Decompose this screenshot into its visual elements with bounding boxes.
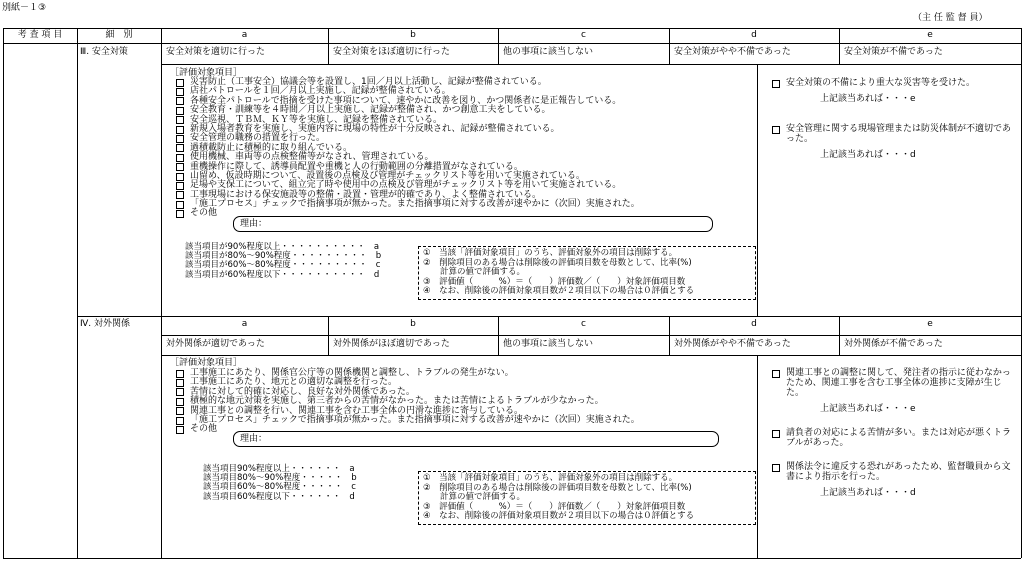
- checkbox-icon[interactable]: [176, 417, 184, 425]
- checkbox-icon[interactable]: [176, 370, 184, 378]
- safety-item: [176, 200, 640, 209]
- safety-item-label: 「施工プロセス」チェックで指摘事項が無かった。また指摘事項に対する改善が速やかに（次回）実施された。: [190, 199, 640, 210]
- external-grade-d: 対外関係がやや不備であった: [674, 339, 791, 349]
- safety-score-list: [185, 243, 381, 280]
- external-deduction-result: 上記該当あれば・・・d: [820, 488, 916, 498]
- safety-score-line: 該当項目が90%程度以上・・・・・・・・・・ a: [185, 242, 380, 252]
- external-item-label: 積極的な地元対策を実施し、第三者からの苦情がなかった。または苦情によるトラブルが少なかった。: [190, 396, 604, 407]
- external-note-line: ① 当該「評価対象項目」のうち、評価対象外の項目は削除する。: [423, 473, 678, 483]
- safety-note-line: ② 削除項目のある場合は削除後の評価項目数を母数として、比率(%): [423, 257, 692, 268]
- safety-item-label: 重機操作に際して、誘導員配置や重機と人の行動範囲の分離措置がなされている。: [190, 161, 523, 172]
- header-grade-b: b: [410, 30, 416, 40]
- page-label: 別紙－１③: [2, 3, 47, 13]
- external-grade-e: 対外関係が不備であった: [844, 339, 943, 349]
- safety-item-label: 使用機械、車両等の点検整備等がなされ、管理されている。: [190, 152, 434, 163]
- external-item-label: 工事施工にあたり、関係官公庁等の関係機関と調整し、トラブルの発生がない。: [190, 368, 514, 378]
- safety-item-label: 店社パトロールを１回／月以上実施し、記録が整備されている。: [190, 86, 451, 97]
- external-header-c: c: [581, 319, 586, 329]
- safety-grade-b: 安全対策をほぼ適切に行った: [333, 47, 451, 57]
- external-header-a: a: [241, 319, 248, 329]
- supervisor-label: （主 任 監 督 員）: [913, 13, 988, 23]
- checkbox-icon[interactable]: [176, 154, 184, 162]
- external-note-line: ④ なお、削除後の評価対象項目数が２項目以下の場合は０評価とする: [423, 511, 695, 522]
- checkbox-icon[interactable]: [176, 426, 184, 434]
- external-score-line: 該当項目80%～90%程度・・・・・ b: [203, 473, 357, 484]
- checkbox-icon[interactable]: [176, 191, 184, 199]
- safety-grade-a: 安全対策を適切に行った: [166, 47, 266, 57]
- external-reason-label: 理由：: [240, 434, 268, 444]
- external-grade-a: 対外関係が適切であった: [166, 339, 265, 349]
- checkbox-icon[interactable]: [772, 80, 780, 88]
- safety-score-line: 該当項目が60%程度以下・・・・・・・・・・ d: [185, 269, 380, 280]
- external-note-line: 計算の値で評価する。: [423, 492, 526, 503]
- external-item-label: 「施工プロセス」チェックで指摘事項が無かった。また指摘事項に対する改善が速やかに（次回）実施された。: [190, 414, 640, 425]
- safety-deduction-result: 上記該当あれば・・・e: [820, 94, 916, 104]
- checkbox-icon[interactable]: [176, 126, 184, 134]
- safety-item-label: 安全管理の職務の措置を行った。: [190, 133, 326, 144]
- external-item-label: 関連工事との調整を行い、関連工事を含む工事全体の円滑な進捗に寄与している。: [190, 405, 524, 416]
- safety-item-label: 安全教育・訓練等を４時間／月以上実施し、記録が整備され、かつ創意工夫をしている。: [190, 105, 551, 116]
- external-score-list: [203, 465, 357, 502]
- safety-deduction-result: 上記該当あれば・・・d: [820, 150, 916, 160]
- external-deduction-text: 関係法令に違反する恐れがあったため、監督職員から文書により指示を行った。: [786, 462, 1011, 482]
- header-item: 考 査 項 目: [17, 30, 63, 40]
- safety-item-list: [176, 78, 640, 219]
- external-deduction-text: 請負者の対応による苦情が多い。または対応が悪くトラブルがあった。: [786, 428, 1012, 448]
- checkbox-icon[interactable]: [772, 370, 780, 378]
- header-detail: 細 別: [105, 30, 133, 40]
- external-grade-b: 対外関係がほぼ適切であった: [333, 339, 450, 349]
- safety-note-line: ① 当該「評価対象項目」のうち、評価対象外の項目は削除する。: [423, 248, 678, 258]
- safety-grade-d: 安全対策がやや不備であった: [674, 47, 791, 57]
- safety-deduction-item: [772, 124, 1016, 160]
- checkbox-icon[interactable]: [176, 173, 184, 181]
- safety-item-label: 各種安全パトロールで指摘を受けた事項について、速やかに改善を図り、かつ関係者に是正報告している。: [190, 95, 622, 106]
- external-grade-c: 他の事項に該当しない: [503, 339, 594, 349]
- safety-notes-box: [418, 246, 756, 300]
- checkbox-icon[interactable]: [176, 116, 184, 124]
- external-item-label: 苦情に対して的確に対応し、良好な対外関係であった。: [190, 386, 415, 397]
- external-deduction-text: 関連工事との調整に関して、発注者の指示に従わなかったため、関連工事を含む工事全体の進捗に支障が生じた。: [786, 368, 1011, 398]
- safety-item-label: 足場や支保工について、組立完了時や使用中の点検及び管理がチェックリスト等を用いて実施されている。: [190, 180, 622, 191]
- checkbox-icon[interactable]: [772, 430, 780, 438]
- safety-grade-c: 他の事項に該当しない: [503, 47, 594, 57]
- safety-item-label: 安全巡視、ＴＢＭ、ＫＹ等を実施し、記録を整備されている。: [190, 114, 443, 125]
- checkbox-icon[interactable]: [176, 379, 184, 387]
- external-item: [176, 416, 640, 425]
- external-deduction-item: [772, 462, 1016, 498]
- safety-grade-e: 安全対策が不備であった: [844, 47, 943, 57]
- safety-deduction-text: 安全対策の不備により重大な災害等を受けた。: [786, 78, 976, 88]
- safety-item-label: 過積載防止に積極的に取り組んでいる。: [190, 142, 353, 153]
- safety-item-label: 災害防止（工事安全）協議会等を設置し、1回／月以上活動し、記録が整備されている。: [190, 77, 547, 87]
- checkbox-icon[interactable]: [176, 79, 184, 87]
- checkbox-icon[interactable]: [176, 398, 184, 406]
- external-eval-title: ［評価対象項目］: [170, 358, 243, 368]
- safety-item-label: 新規入場者教育を実施し、実施内容に現場の特性が十分反映され、記録が整備されている。: [190, 123, 560, 134]
- safety-reason-label: 理由：: [240, 219, 268, 229]
- safety-deduction-text: 安全管理に関する現場管理または防災体制が不適切であった。: [786, 124, 1012, 144]
- checkbox-icon[interactable]: [176, 210, 184, 218]
- safety-item-label: 山留め、仮設時期について、設置後の点検及び管理がチェックリスト等を用いて実施されている。: [190, 170, 585, 181]
- safety-note-line: 計算の値で評価する。: [423, 267, 526, 278]
- external-header-e: e: [927, 319, 933, 329]
- checkbox-icon[interactable]: [176, 182, 184, 190]
- external-notes-box: [418, 471, 756, 525]
- header-grade-c: c: [581, 30, 586, 40]
- external-item-list: [176, 369, 640, 435]
- safety-score-line: 該当項目が60%～80%程度・・・・・・・・・ c: [185, 260, 381, 271]
- safety-note-line: ④ なお、削除後の評価対象項目数が２項目以下の場合は０評価とする: [423, 286, 695, 297]
- checkbox-icon[interactable]: [176, 144, 184, 152]
- checkbox-icon[interactable]: [176, 135, 184, 143]
- checkbox-icon[interactable]: [176, 107, 184, 115]
- checkbox-icon[interactable]: [772, 464, 780, 472]
- external-score-line: 該当項目60%程度以下・・・・・・ d: [203, 491, 355, 502]
- checkbox-icon[interactable]: [176, 388, 184, 396]
- checkbox-icon[interactable]: [176, 407, 184, 415]
- safety-note-line: ③ 評価値（ %）＝（ ）評価数／（ ）対象評価項目数: [423, 276, 686, 287]
- checkbox-icon[interactable]: [772, 126, 780, 134]
- external-reason-box: [233, 431, 719, 447]
- safety-reason-box: [233, 216, 713, 232]
- external-deduction-item: [772, 428, 1016, 448]
- safety-deduction-item: [772, 78, 1016, 104]
- external-deduction-result: 上記該当あれば・・・e: [820, 404, 916, 414]
- external-item-label: 工事施工にあたり、地元との適切な調整を行った。: [190, 377, 398, 388]
- section-name-safety: Ⅲ. 安全対策: [80, 47, 128, 57]
- external-deduction-list: [772, 368, 1016, 512]
- checkbox-icon[interactable]: [176, 201, 184, 209]
- external-header-d: d: [751, 319, 757, 329]
- checkbox-icon[interactable]: [176, 88, 184, 96]
- safety-item-label: 工事現場における保安施設等の整備・設置・管理が的確であり、よく整備されている。: [190, 189, 542, 200]
- external-score-line: 該当項目60%～80%程度・・・・・ c: [203, 482, 356, 493]
- safety-eval-title: ［評価対象項目］: [170, 68, 243, 78]
- header-grade-e: e: [927, 30, 933, 40]
- external-note-line: ② 削除項目のある場合は削除後の評価項目数を母数として、比率(%): [423, 482, 692, 493]
- external-item-label: その他: [190, 424, 218, 435]
- section-name-external: Ⅳ. 対外関係: [80, 319, 131, 329]
- safety-deduction-list: [772, 78, 1016, 180]
- safety-item-label: その他: [190, 208, 218, 219]
- external-deduction-item: [772, 368, 1016, 414]
- header-grade-a: a: [241, 30, 248, 40]
- external-note-line: ③ 評価値（ %）＝（ ）評価数／（ ）対象評価項目数: [423, 501, 686, 512]
- header-grade-d: d: [751, 30, 757, 40]
- external-score-line: 該当項目90%程度以上・・・・・・ a: [203, 464, 355, 474]
- external-header-b: b: [410, 319, 416, 329]
- checkbox-icon[interactable]: [176, 163, 184, 171]
- safety-score-line: 該当項目が80%～90%程度・・・・・・・・・ b: [185, 251, 382, 262]
- checkbox-icon[interactable]: [176, 97, 184, 105]
